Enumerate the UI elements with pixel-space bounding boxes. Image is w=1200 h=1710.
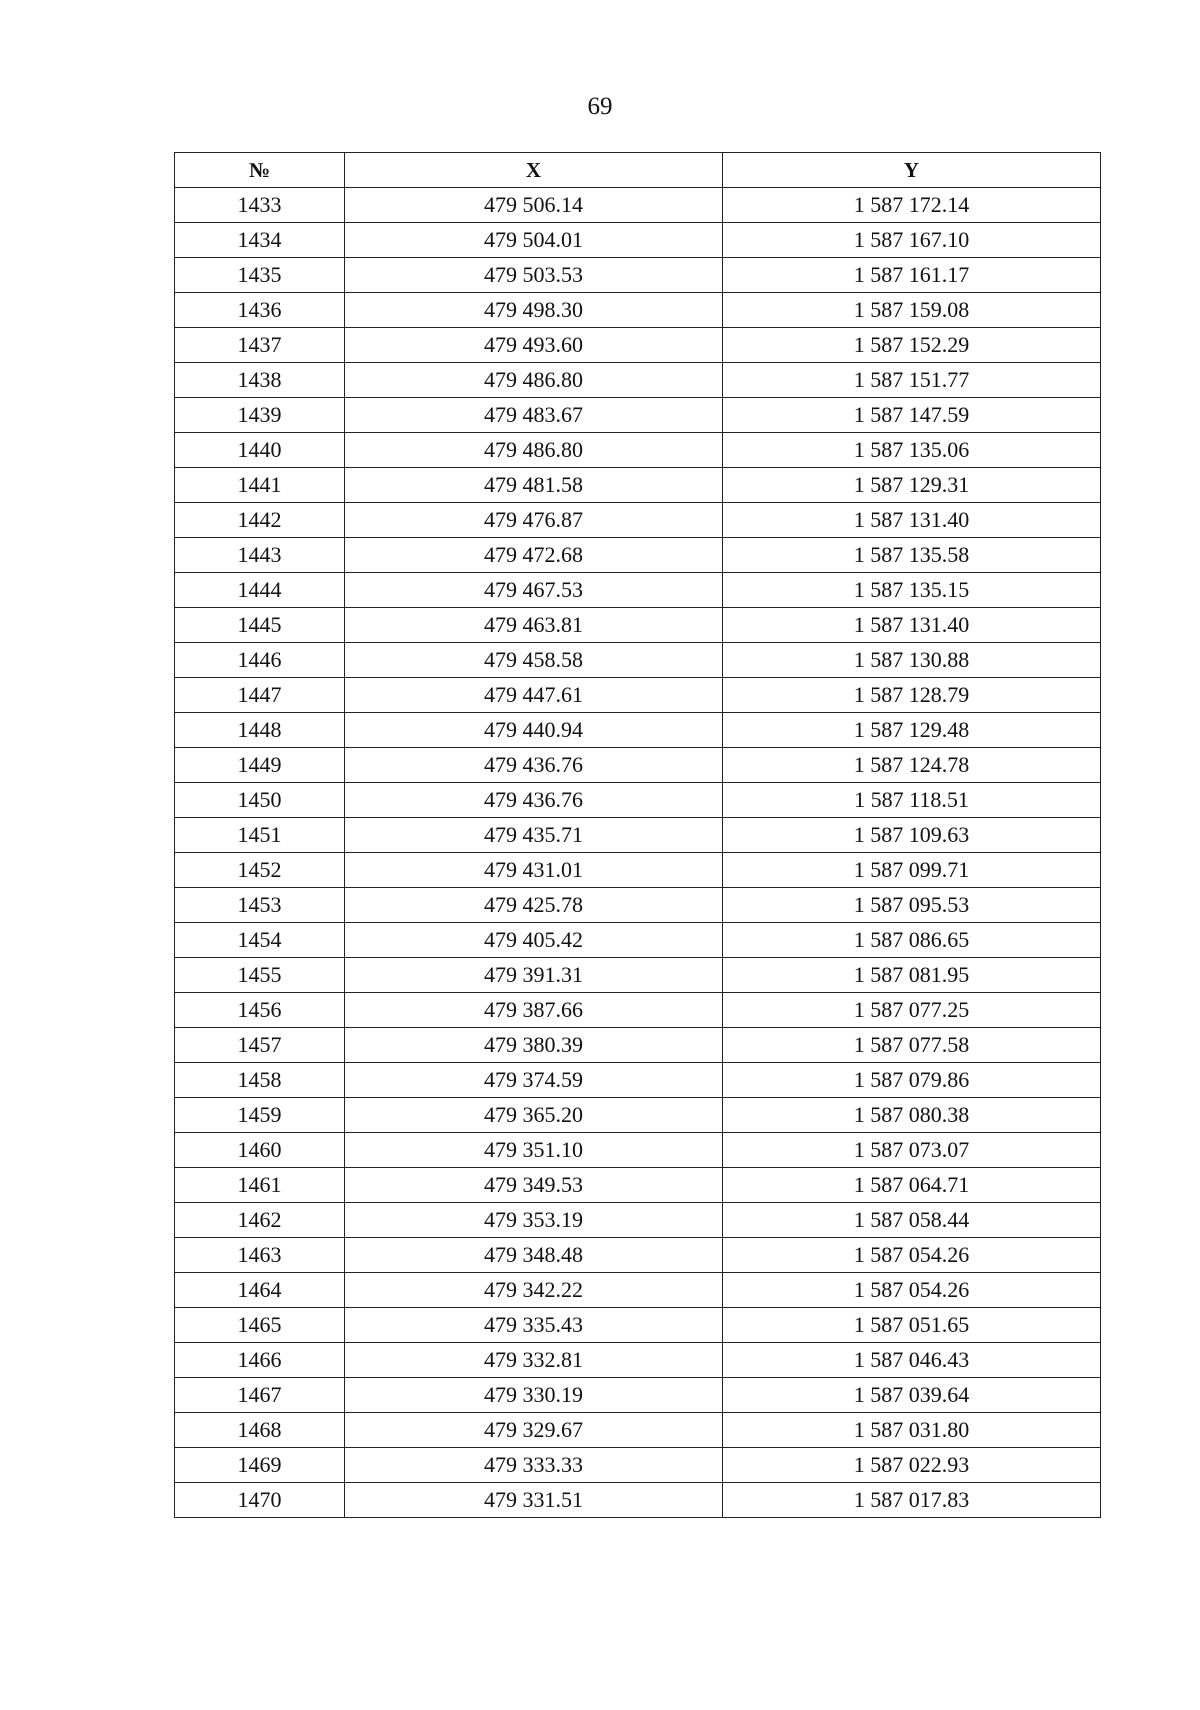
cell-number: 1464: [175, 1273, 345, 1308]
table-row: [175, 468, 1101, 503]
cell-y: 1 587 159.08: [723, 293, 1101, 328]
cell-y: 1 587 124.78: [723, 748, 1101, 783]
cell-number: 1454: [175, 923, 345, 958]
cell-y: 1 587 073.07: [723, 1133, 1101, 1168]
cell-y: 1 587 054.26: [723, 1273, 1101, 1308]
table-row: [175, 503, 1101, 538]
cell-number: 1453: [175, 888, 345, 923]
table-row: [175, 713, 1101, 748]
cell-y: 1 587 135.15: [723, 573, 1101, 608]
cell-x: 479 472.68: [345, 538, 723, 573]
cell-x: 479 387.66: [345, 993, 723, 1028]
cell-number: 1461: [175, 1168, 345, 1203]
cell-y: 1 587 129.48: [723, 713, 1101, 748]
cell-x: 479 458.58: [345, 643, 723, 678]
cell-x: 479 503.53: [345, 258, 723, 293]
table-row: [175, 783, 1101, 818]
cell-y: 1 587 022.93: [723, 1448, 1101, 1483]
cell-x: 479 335.43: [345, 1308, 723, 1343]
cell-y: 1 587 151.77: [723, 363, 1101, 398]
cell-number: 1435: [175, 258, 345, 293]
cell-y: 1 587 086.65: [723, 923, 1101, 958]
cell-number: 1470: [175, 1483, 345, 1518]
table-row: [175, 923, 1101, 958]
table-row: [175, 328, 1101, 363]
cell-x: 479 380.39: [345, 1028, 723, 1063]
cell-x: 479 498.30: [345, 293, 723, 328]
cell-number: 1468: [175, 1413, 345, 1448]
cell-number: 1440: [175, 433, 345, 468]
table-row: [175, 223, 1101, 258]
table-row: [175, 1378, 1101, 1413]
cell-x: 479 493.60: [345, 328, 723, 363]
cell-number: 1452: [175, 853, 345, 888]
cell-x: 479 481.58: [345, 468, 723, 503]
cell-y: 1 587 077.58: [723, 1028, 1101, 1063]
cell-y: 1 587 161.17: [723, 258, 1101, 293]
table-row: [175, 958, 1101, 993]
cell-x: 479 342.22: [345, 1273, 723, 1308]
cell-number: 1448: [175, 713, 345, 748]
table-row: [175, 538, 1101, 573]
table-row: [175, 1238, 1101, 1273]
cell-number: 1467: [175, 1378, 345, 1413]
cell-number: 1443: [175, 538, 345, 573]
cell-number: 1433: [175, 188, 345, 223]
cell-y: 1 587 172.14: [723, 188, 1101, 223]
cell-x: 479 476.87: [345, 503, 723, 538]
table-row: [175, 678, 1101, 713]
cell-x: 479 391.31: [345, 958, 723, 993]
cell-y: 1 587 147.59: [723, 398, 1101, 433]
cell-y: 1 587 099.71: [723, 853, 1101, 888]
cell-number: 1446: [175, 643, 345, 678]
cell-number: 1465: [175, 1308, 345, 1343]
cell-y: 1 587 135.58: [723, 538, 1101, 573]
cell-y: 1 587 081.95: [723, 958, 1101, 993]
cell-x: 479 447.61: [345, 678, 723, 713]
cell-x: 479 330.19: [345, 1378, 723, 1413]
cell-number: 1460: [175, 1133, 345, 1168]
cell-x: 479 486.80: [345, 363, 723, 398]
cell-number: 1447: [175, 678, 345, 713]
cell-number: 1444: [175, 573, 345, 608]
cell-number: 1450: [175, 783, 345, 818]
table-row: [175, 1448, 1101, 1483]
cell-number: 1445: [175, 608, 345, 643]
cell-y: 1 587 039.64: [723, 1378, 1101, 1413]
cell-y: 1 587 130.88: [723, 643, 1101, 678]
cell-y: 1 587 131.40: [723, 608, 1101, 643]
cell-x: 479 332.81: [345, 1343, 723, 1378]
table-row: [175, 1273, 1101, 1308]
table-row: [175, 1063, 1101, 1098]
header-number: №: [175, 153, 345, 188]
table-row: [175, 188, 1101, 223]
cell-x: 479 467.53: [345, 573, 723, 608]
cell-number: 1459: [175, 1098, 345, 1133]
table-row: [175, 888, 1101, 923]
table-row: [175, 608, 1101, 643]
header-x: X: [345, 153, 723, 188]
cell-x: 479 486.80: [345, 433, 723, 468]
cell-x: 479 440.94: [345, 713, 723, 748]
cell-x: 479 374.59: [345, 1063, 723, 1098]
table-row: [175, 1028, 1101, 1063]
cell-x: 479 506.14: [345, 188, 723, 223]
cell-y: 1 587 051.65: [723, 1308, 1101, 1343]
cell-y: 1 587 031.80: [723, 1413, 1101, 1448]
cell-number: 1437: [175, 328, 345, 363]
page-number: 69: [587, 93, 613, 120]
cell-y: 1 587 080.38: [723, 1098, 1101, 1133]
cell-y: 1 587 077.25: [723, 993, 1101, 1028]
cell-y: 1 587 095.53: [723, 888, 1101, 923]
cell-number: 1466: [175, 1343, 345, 1378]
cell-y: 1 587 109.63: [723, 818, 1101, 853]
table-row: [175, 1483, 1101, 1518]
cell-number: 1458: [175, 1063, 345, 1098]
cell-y: 1 587 046.43: [723, 1343, 1101, 1378]
table-row: [175, 748, 1101, 783]
cell-x: 479 463.81: [345, 608, 723, 643]
cell-number: 1457: [175, 1028, 345, 1063]
cell-y: 1 587 017.83: [723, 1483, 1101, 1518]
table-row: [175, 433, 1101, 468]
table-row: [175, 1203, 1101, 1238]
cell-x: 479 351.10: [345, 1133, 723, 1168]
cell-x: 479 329.67: [345, 1413, 723, 1448]
table-row: [175, 363, 1101, 398]
cell-x: 479 353.19: [345, 1203, 723, 1238]
cell-y: 1 587 079.86: [723, 1063, 1101, 1098]
cell-x: 479 331.51: [345, 1483, 723, 1518]
cell-y: 1 587 129.31: [723, 468, 1101, 503]
cell-number: 1434: [175, 223, 345, 258]
table-row: [175, 1308, 1101, 1343]
cell-number: 1456: [175, 993, 345, 1028]
table-row: [175, 293, 1101, 328]
cell-y: 1 587 167.10: [723, 223, 1101, 258]
cell-number: 1463: [175, 1238, 345, 1273]
cell-y: 1 587 118.51: [723, 783, 1101, 818]
table-row: [175, 1343, 1101, 1378]
table-row: [175, 853, 1101, 888]
cell-y: 1 587 058.44: [723, 1203, 1101, 1238]
cell-y: 1 587 064.71: [723, 1168, 1101, 1203]
table-body: [175, 188, 1101, 1518]
cell-number: 1439: [175, 398, 345, 433]
table-row: [175, 258, 1101, 293]
cell-x: 479 405.42: [345, 923, 723, 958]
cell-number: 1442: [175, 503, 345, 538]
table-row: [175, 643, 1101, 678]
coordinates-table: [174, 152, 1101, 1518]
table-row: [175, 573, 1101, 608]
header-y: Y: [723, 153, 1101, 188]
cell-y: 1 587 054.26: [723, 1238, 1101, 1273]
cell-x: 479 436.76: [345, 748, 723, 783]
cell-number: 1436: [175, 293, 345, 328]
cell-x: 479 425.78: [345, 888, 723, 923]
header-row: [175, 153, 1101, 188]
cell-y: 1 587 128.79: [723, 678, 1101, 713]
table-header: [175, 153, 1101, 188]
cell-y: 1 587 152.29: [723, 328, 1101, 363]
cell-x: 479 431.01: [345, 853, 723, 888]
table-row: [175, 398, 1101, 433]
cell-x: 479 333.33: [345, 1448, 723, 1483]
cell-x: 479 483.67: [345, 398, 723, 433]
table-row: [175, 1413, 1101, 1448]
cell-number: 1469: [175, 1448, 345, 1483]
cell-y: 1 587 131.40: [723, 503, 1101, 538]
cell-number: 1455: [175, 958, 345, 993]
cell-number: 1449: [175, 748, 345, 783]
table-row: [175, 993, 1101, 1028]
table-row: [175, 1098, 1101, 1133]
cell-x: 479 436.76: [345, 783, 723, 818]
table-row: [175, 1168, 1101, 1203]
cell-x: 479 348.48: [345, 1238, 723, 1273]
cell-number: 1462: [175, 1203, 345, 1238]
cell-number: 1451: [175, 818, 345, 853]
table-row: [175, 1133, 1101, 1168]
cell-number: 1441: [175, 468, 345, 503]
cell-x: 479 504.01: [345, 223, 723, 258]
table-row: [175, 818, 1101, 853]
cell-x: 479 349.53: [345, 1168, 723, 1203]
cell-number: 1438: [175, 363, 345, 398]
cell-x: 479 435.71: [345, 818, 723, 853]
cell-y: 1 587 135.06: [723, 433, 1101, 468]
cell-x: 479 365.20: [345, 1098, 723, 1133]
